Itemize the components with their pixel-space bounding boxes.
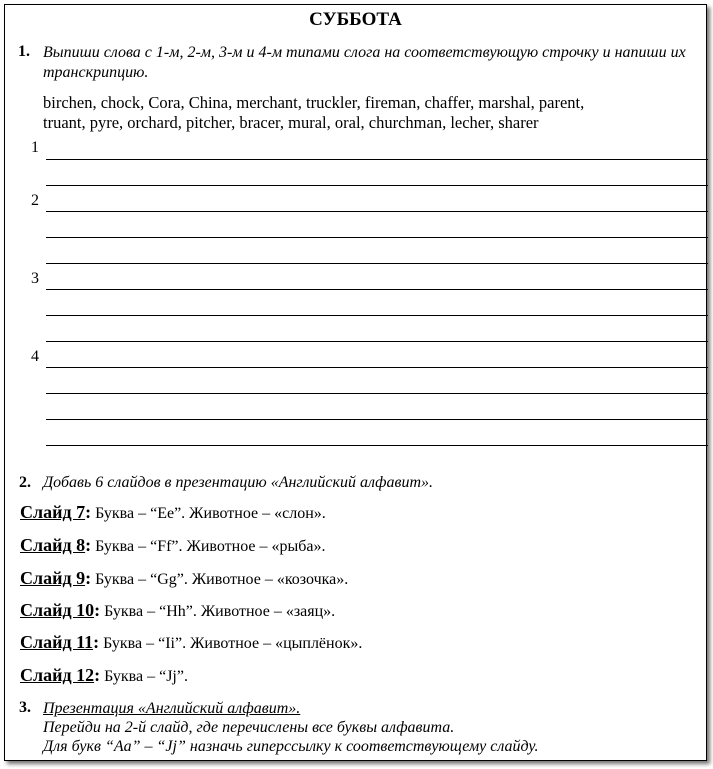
word-list-line-2: truant, pyre, orchard, pitcher, bracer, mural, oral, churchman, lecher, sharer <box>43 113 539 132</box>
slide-text: Буква – “Hh”. Животное – «заяц». <box>100 603 336 620</box>
word-list <box>43 93 708 133</box>
writing-line[interactable] <box>46 159 708 160</box>
word-list-line-1: birchen, chock, Cora, China, merchant, truckler, fireman, chaffer, marshal, parent, <box>43 93 585 112</box>
slide-text: Буква – “Ee”. Животное – «слон». <box>91 505 326 522</box>
writing-line[interactable] <box>46 263 708 264</box>
writing-line[interactable] <box>46 445 708 446</box>
slide-item: Слайд 12: Буква – “Jj”. <box>20 665 188 685</box>
writing-line[interactable] <box>46 211 708 212</box>
task3-line-2: Перейди на 2-й слайд, где перечислены все буквы алфавита. <box>43 719 455 736</box>
task3-line-1: Презентация «Английский алфавит». <box>43 700 301 717</box>
task3-number: 3. <box>19 699 31 716</box>
writing-line[interactable] <box>46 315 708 316</box>
task3-line-3: Для букв “Aa” – “Jj” назначь гиперссылку к соответствующему слайду. <box>43 738 539 755</box>
task2-instruction: Добавь 6 слайдов в презентацию «Английский алфавит». <box>43 474 434 491</box>
slide-text: Буква – “Jj”. <box>100 668 188 685</box>
writing-line[interactable] <box>46 185 708 186</box>
page-title: СУББОТА <box>309 9 402 30</box>
writing-line[interactable] <box>46 289 708 290</box>
worksheet-frame <box>4 4 707 761</box>
row-number-1: 1 <box>31 139 39 156</box>
row-number-2: 2 <box>31 192 39 209</box>
writing-line[interactable] <box>46 341 708 342</box>
row-number-3: 3 <box>31 270 39 287</box>
slide-item: Слайд 9: Буква – “Gg”. Животное – «козочка». <box>20 568 349 588</box>
slide-item: Слайд 8: Буква – “Ff”. Животное – «рыба». <box>20 535 326 555</box>
writing-line[interactable] <box>46 419 708 420</box>
slide-item: Слайд 10: Буква – “Hh”. Животное – «заяц». <box>20 600 336 620</box>
writing-line[interactable] <box>46 367 708 368</box>
task3-instruction <box>43 699 539 756</box>
slide-item: Слайд 7: Буква – “Ee”. Животное – «слон». <box>20 502 326 522</box>
slide-text: Буква – “Gg”. Животное – «козочка». <box>91 571 349 588</box>
slide-label: Слайд 12 <box>20 665 95 685</box>
slide-label: Слайд 11 <box>20 632 94 652</box>
writing-line[interactable] <box>46 393 708 394</box>
slide-item: Слайд 11: Буква – “Ii”. Животное – «цыплёнок». <box>20 632 363 652</box>
slide-label: Слайд 10 <box>20 600 95 620</box>
writing-line[interactable] <box>46 237 708 238</box>
slide-label: Слайд 7 <box>20 502 86 522</box>
slide-text: Буква – “Ff”. Животное – «рыба». <box>91 538 326 555</box>
slide-text: Буква – “Ii”. Животное – «цыплёнок». <box>99 635 363 652</box>
task2-number: 2. <box>19 474 31 491</box>
slide-label: Слайд 8 <box>20 535 86 555</box>
row-number-4: 4 <box>31 348 39 365</box>
slide-label: Слайд 9 <box>20 568 86 588</box>
task1-instruction: Выпиши слова с 1-м, 2-м, 3-м и 4-м типами слога на соответствующую строчку и напиши их транскрипцию. <box>43 44 686 81</box>
task1-number: 1. <box>18 43 30 60</box>
